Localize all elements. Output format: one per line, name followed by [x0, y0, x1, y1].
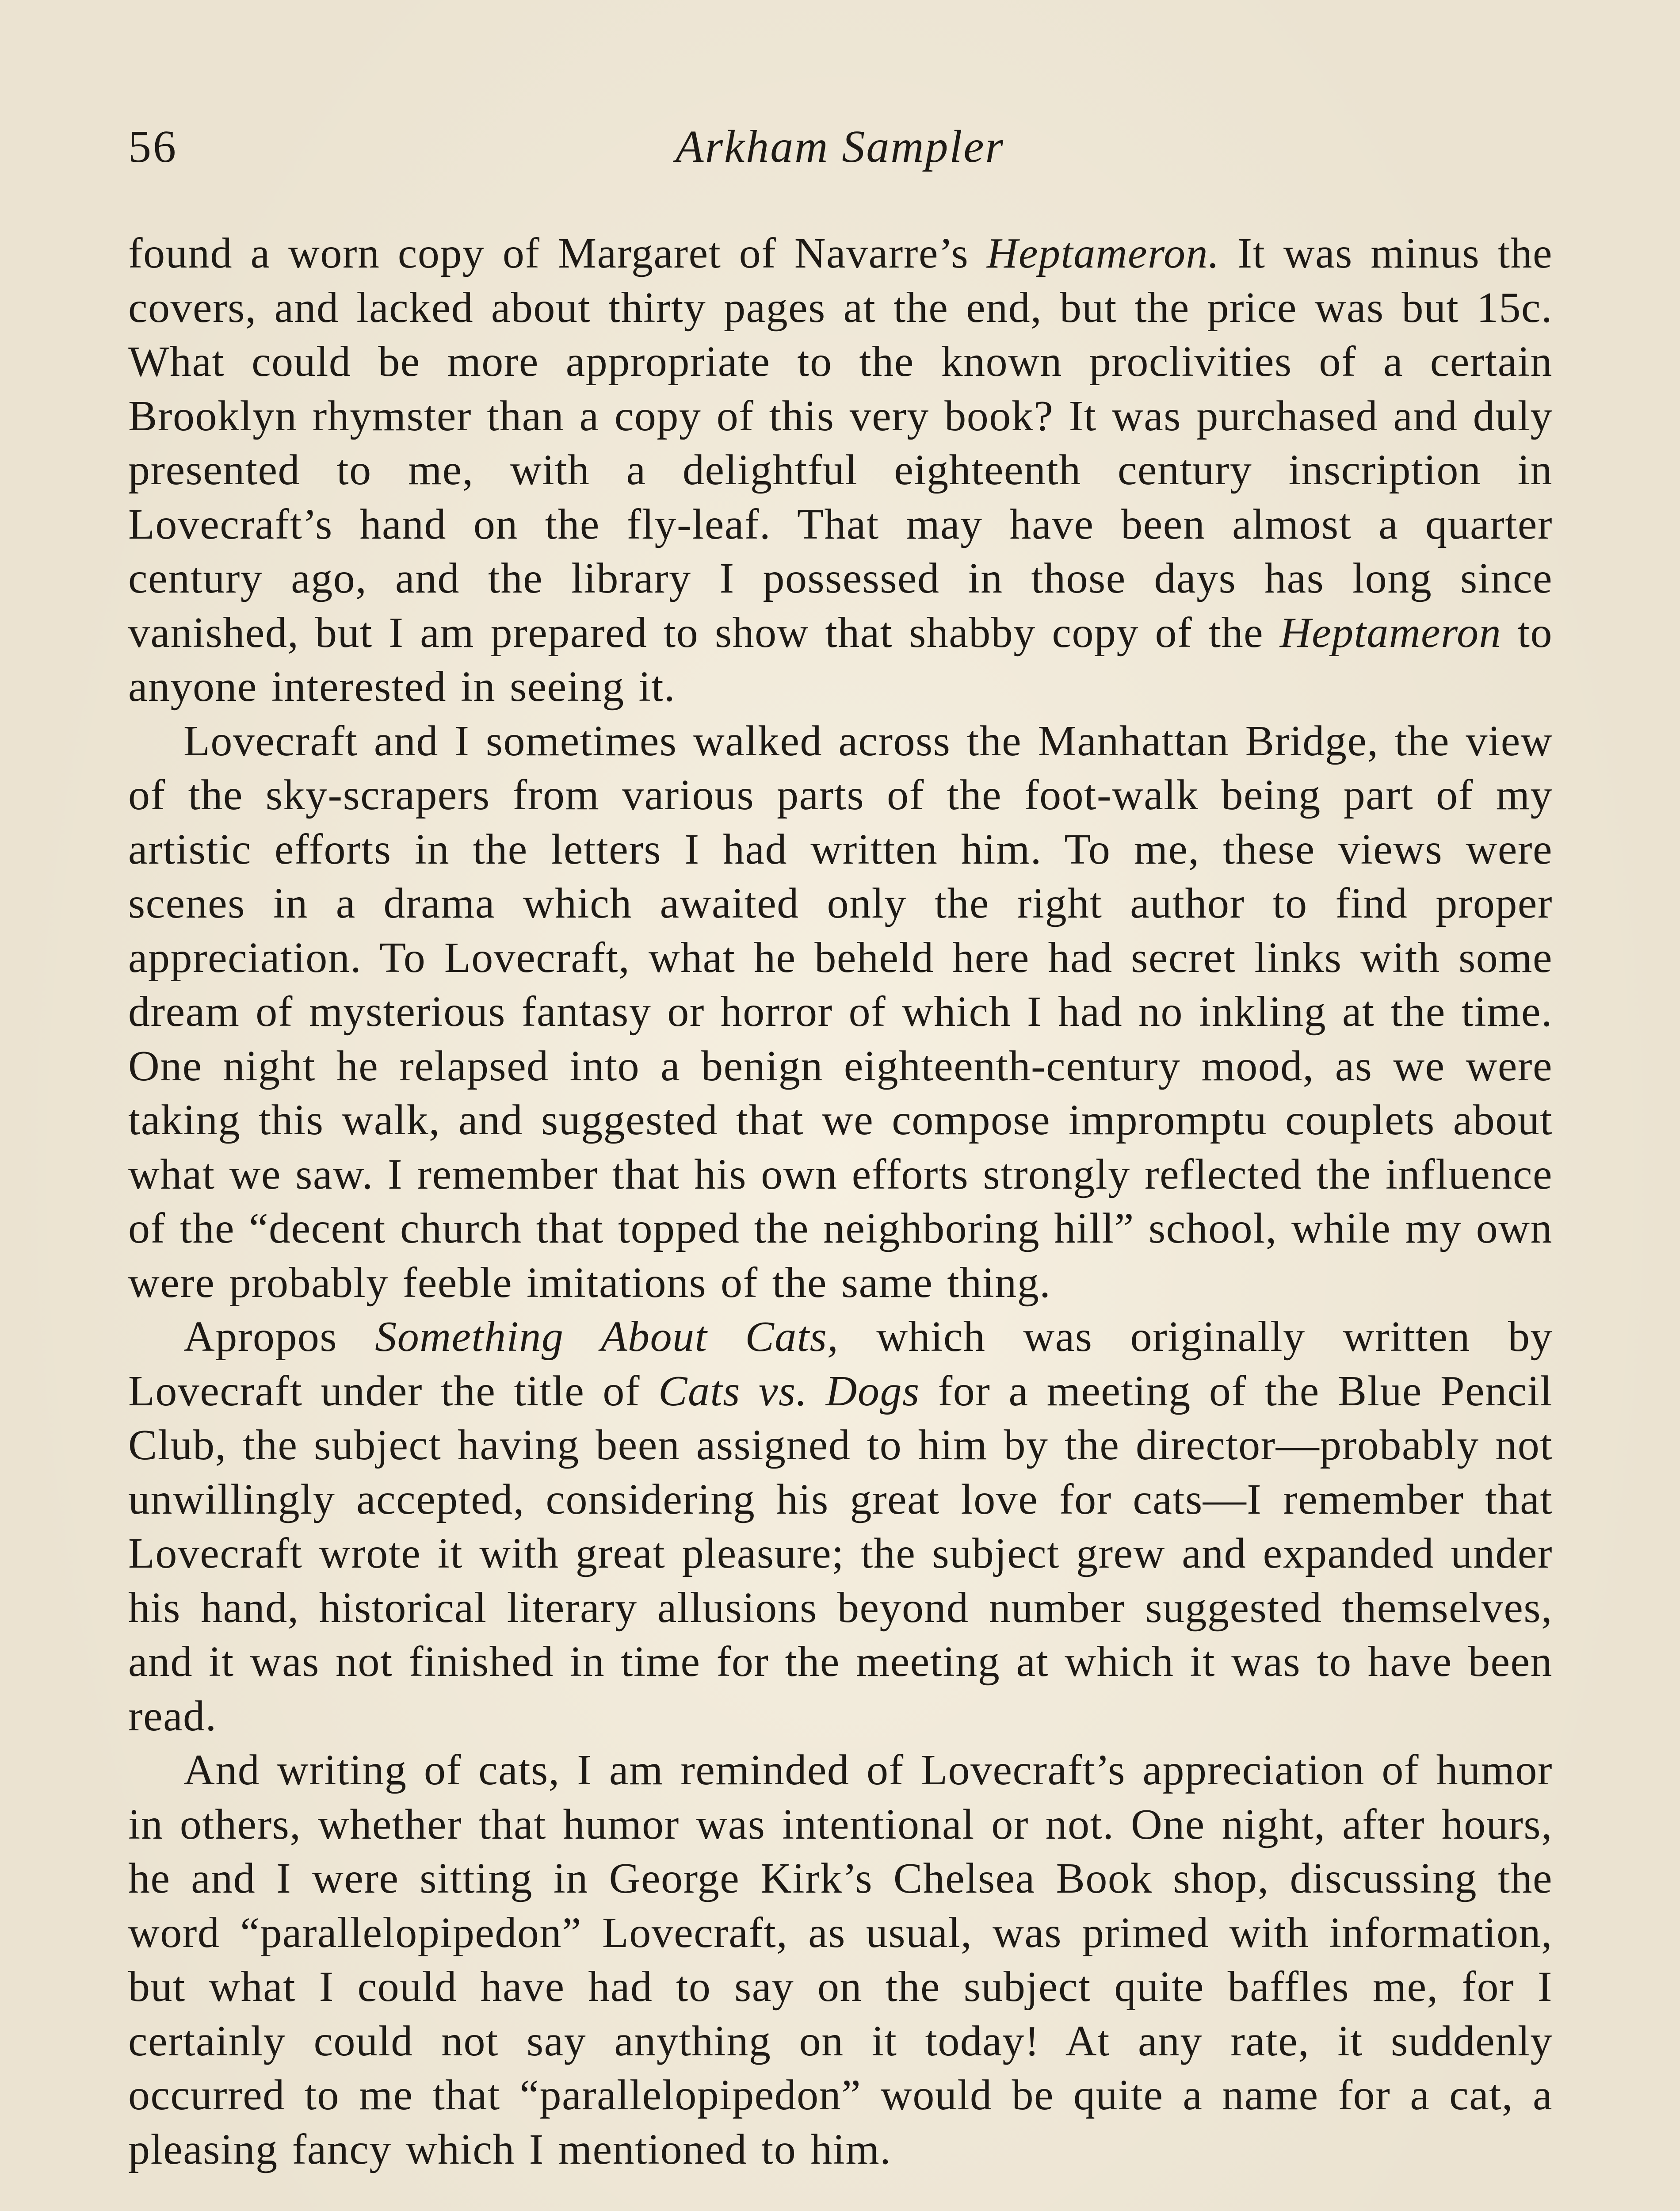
story-title-something-about-cats: Something About Cats,: [375, 1313, 839, 1361]
page-number: 56: [128, 121, 178, 172]
running-head: [128, 116, 1552, 178]
paragraph-4: And writing of cats, I am reminded of Lovecraft’s appreciation of humor in others, whether that humor was intentional or not. One night, after hours, he and I were sitting in George Kirk’s Chelsea Book shop, discussing the word “parallelopipedon” Lovecraft, as usual, was primed with information, but what I could have had to say on the subject quite baffles me, for I certainly could not say anything on it today! At any rate, it suddenly occurred to me that “parallelopipedon” would be quite a name for a cat, a pleasing fancy which I mentioned to him.: [128, 1746, 1553, 2173]
paragraph-1: [128, 226, 1553, 714]
text-run: to anyone interested in seeing it.: [128, 608, 1553, 711]
text-run: for a meeting of the Blue Pencil Club, the subject having been assigned to him by the director—probably not unwillingly accepted, considering his great love for cats—I remember that Lovecraft wrote it with great pleasure; the subject grew and expanded under his hand, historical literary allusions beyond number suggested themselves, and it was not finished in time for the meeting at which it was to have been read.: [128, 1367, 1553, 1740]
running-title: Arkham Sampler: [676, 121, 1004, 172]
text-run: It was minus the covers, and lacked about thirty pages at the end, but the price was but 15c. What could be more appropriate to the known proclivities of a certain Brooklyn rhymster than a copy of this very book? It was purchased and duly presented to me, with a delightful eighteenth century inscription in Lovecraft’s hand on the fly-leaf. That may have been almost a quarter century ago, and the library I possessed in those days has long since vanished, but I am prepared to show that shabby copy of the: [128, 230, 1553, 657]
paragraph-3: [128, 1310, 1553, 1743]
text-run: found a worn copy of Margaret of Navarre’s: [128, 230, 987, 277]
book-title-heptameron: Heptameron.: [986, 230, 1220, 277]
text-block: [128, 226, 1553, 2177]
book-title-heptameron: Heptameron: [1279, 608, 1502, 657]
text-run: which was originally written by Lovecraft under the title of: [128, 1313, 1553, 1415]
paragraph-2: Lovecraft and I sometimes walked across the Manhattan Bridge, the view of the sky-scrapers from various parts of the foot-walk being part of my artistic efforts in the letters I had written him. To me, these views were scenes in a drama which awaited only the right author to find proper appreciation. To Lovecraft, what he beheld here had secret links with some dream of mysterious fantasy or horror of which I had no inkling at the time. One night he relapsed into a benign eighteenth-century mood, as we were taking this walk, and suggested that we compose impromptu couplets about what we saw. I remember that his own efforts strongly reflected the influence of the “decent church that topped the neighboring hill” school, while my own were probably feeble imitations of the same thing.: [128, 717, 1553, 1307]
story-title-cats-vs-dogs: Cats vs. Dogs: [658, 1367, 920, 1415]
text-run: Apropos: [183, 1313, 375, 1361]
